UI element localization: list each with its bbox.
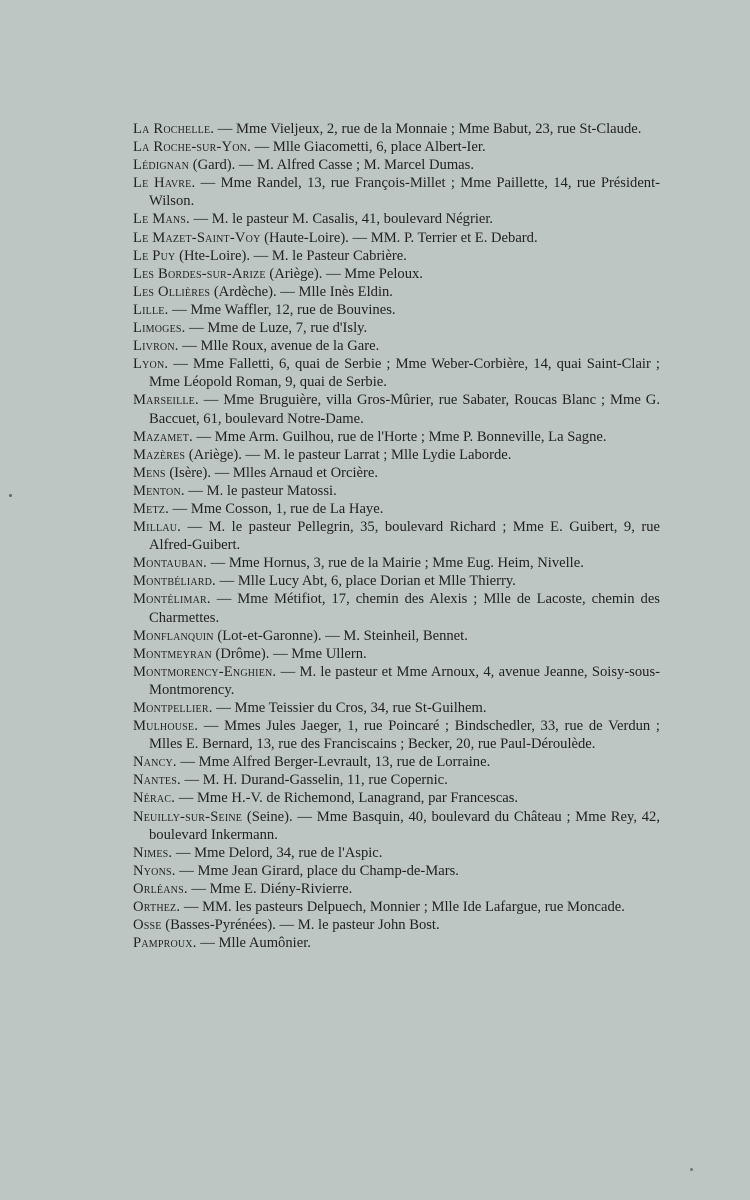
entry-text: (Isère). — Mlles Arnaud et Orcière. [165, 464, 379, 481]
town-name: Lyon. [133, 356, 169, 373]
entry-text: — Mme Jean Girard, place du Champ-de-Mars. [175, 862, 459, 879]
town-name: Limoges. [133, 320, 186, 337]
entry-text: — Mlle Roux, avenue de la Gare. [178, 338, 380, 355]
entry-text: (Drôme). — Mme Ullern. [211, 645, 367, 662]
town-name: La Rochelle. [133, 121, 215, 137]
entry-text: — M. le pasteur Pellegrin, 35, boulevard Richard ; Mme E. Guibert, 9, rue Alfred-Guibert. [149, 519, 660, 554]
entry-ledignan [133, 156, 660, 174]
entry-text: — Mme Arm. Guilhou, rue de l'Horte ; Mme P. Bonneville, La Sagne. [192, 428, 607, 445]
town-name: Les Bordes-sur-Arize [133, 265, 266, 282]
entry-text: — M. le pasteur et Mme Arnoux, 4, avenue Jeanne, Soisy-sous-Montmorency. [149, 663, 660, 698]
entry-text: — Mlle Lucy Abt, 6, place Dorian et Mlle Thierry. [215, 573, 516, 590]
entry-orthez [133, 898, 660, 916]
entry-text: — Mlle Aumônier. [196, 935, 311, 952]
entry-metz [133, 500, 660, 518]
town-name: Montbéliard. [133, 573, 216, 590]
entry-marseille [133, 391, 660, 427]
entry-text: — Mme Alfred Berger-Levrault, 13, rue de Lorraine. [176, 754, 491, 771]
town-name: Le Mazet-Saint-Voy [133, 229, 261, 246]
entry-text: — M. H. Durand-Gasselin, 11, rue Copernic. [180, 772, 448, 789]
town-name: Monflanquin [133, 627, 214, 644]
town-name: Mulhouse. [133, 718, 199, 735]
town-name: Les Ollières [133, 283, 211, 300]
town-name: Millau. [133, 519, 182, 536]
town-name: Mazères [133, 446, 186, 463]
entry-text: — Mme Waffler, 12, rue de Bouvines. [168, 301, 396, 318]
entry-mazamet [133, 428, 660, 446]
town-name: Orthez. [133, 899, 181, 916]
entry-text: — Mme Vieljeux, 2, rue de la Monnaie ; Mme Babut, 23, rue St-Claude. [214, 121, 642, 137]
town-name: Neuilly-sur-Seine [133, 808, 243, 825]
entry-orleans [133, 880, 660, 898]
entry-text: — Mme Bruguière, villa Gros-Mûrier, rue Sabater, Roucas Blanc ; Mme G. Baccuet, 61, boulevard Notre-Dame. [149, 392, 660, 427]
entry-text: — M. le pasteur M. Casalis, 41, boulevard Négrier. [189, 211, 494, 228]
entry-text: — M. le pasteur Matossi. [184, 482, 337, 499]
entry-mens [133, 464, 660, 482]
town-name: Montmeyran [133, 645, 212, 662]
town-name: Pamproux. [133, 935, 197, 952]
entry-le-havre [133, 174, 660, 210]
entry-text: (Haute-Loire). — MM. P. Terrier et E. Debard. [260, 229, 538, 246]
entry-montmorency-enghien [133, 663, 660, 699]
town-name: Le Havre. [133, 175, 196, 192]
entry-nantes [133, 771, 660, 789]
entry-text: — MM. les pasteurs Delpuech, Monnier ; Mlle Ide Lafargue, rue Moncade. [180, 899, 625, 916]
entry-neuilly-sur-seine [133, 808, 660, 844]
entry-nimes [133, 844, 660, 862]
entry-montpellier [133, 699, 660, 717]
entry-le-mazet-saint-voy [133, 229, 660, 247]
town-name: Osse [133, 917, 162, 934]
entry-la-roche-sur-yon [133, 138, 660, 156]
entry-le-puy [133, 247, 660, 265]
town-name: Mazamet. [133, 428, 193, 445]
town-name: Metz. [133, 500, 169, 517]
entry-mazeres [133, 446, 660, 464]
entry-limoges [133, 319, 660, 337]
entry-text: — Mme H.-V. de Richemond, Lanagrand, par Francescas. [175, 790, 519, 807]
entry-la-rochelle [133, 120, 660, 138]
entry-lyon [133, 355, 660, 391]
entry-text: — Mme Hornus, 3, rue de la Mairie ; Mme Eug. Heim, Nivelle. [206, 555, 584, 572]
town-name: Livron. [133, 338, 179, 355]
town-name: Nimes. [133, 844, 173, 861]
entry-monflanquin [133, 627, 660, 645]
entry-osse [133, 916, 660, 934]
town-name: Montélimar. [133, 591, 211, 608]
entry-text: (Ardèche). — Mlle Inès Eldin. [210, 283, 393, 300]
town-name: Lédignan [133, 157, 190, 174]
town-name: Montauban. [133, 555, 207, 572]
entry-montelimar [133, 590, 660, 626]
entry-text: (Basses-Pyrénées). — M. le pasteur John Bost. [161, 917, 440, 934]
entry-montauban [133, 554, 660, 572]
entry-montmeyran [133, 645, 660, 663]
entry-text: (Ariège). — M. le pasteur Larrat ; Mlle Lydie Laborde. [185, 446, 512, 463]
town-name: Nancy. [133, 754, 177, 771]
entry-nancy [133, 753, 660, 771]
entry-lille [133, 301, 660, 319]
entry-text: — Mme Teissier du Cros, 34, rue St-Guilhem. [212, 700, 487, 716]
entry-montbeliard [133, 572, 660, 590]
entry-text: — Mme de Luze, 7, rue d'Isly. [185, 320, 368, 337]
entry-text: — Mme Cosson, 1, rue de La Haye. [168, 500, 384, 517]
town-name: Orléans. [133, 880, 188, 897]
town-name: Mens [133, 464, 166, 481]
entry-text: (Gard). — M. Alfred Casse ; M. Marcel Dumas. [189, 157, 474, 174]
entry-text: (Seine). — Mme Basquin, 40, boulevard du Château ; Mme Rey, 42, boulevard Inkermann. [149, 808, 660, 843]
entry-text: — Mmes Jules Jaeger, 1, rue Poincaré ; Bindschedler, 33, rue de Verdun ; Mlles E. Bernard, 13, rue des Franciscains ; Becker, 20, rue Paul-Déroulède. [149, 718, 660, 753]
town-name: Montmorency-Enghien. [133, 663, 277, 680]
town-name: Marseille. [133, 392, 199, 409]
entry-text: — Mme Falletti, 6, quai de Serbie ; Mme Weber-Corbière, 14, quai Saint-Clair ; Mme Léopold Roman, 9, quai de Serbie. [149, 356, 660, 391]
entry-text: — Mme Delord, 34, rue de l'Aspic. [172, 844, 383, 861]
directory-listing [133, 120, 660, 952]
entry-text: — Mme E. Diény-Rivierre. [187, 880, 353, 897]
town-name: Le Puy [133, 247, 176, 264]
entry-text: (Lot-et-Garonne). — M. Steinheil, Bennet. [213, 627, 468, 644]
margin-speck [9, 494, 12, 497]
town-name: Menton. [133, 482, 185, 499]
entry-mulhouse [133, 717, 660, 753]
town-name: Le Mans. [133, 211, 190, 228]
entry-text: (Ariège). — Mme Peloux. [265, 265, 423, 282]
town-name: Montpellier. [133, 700, 213, 716]
town-name: La Roche-sur-Yon. [133, 139, 251, 156]
entry-les-bordes-sur-arize [133, 265, 660, 283]
entry-nerac [133, 789, 660, 807]
entry-le-mans [133, 210, 660, 228]
entry-text: — Mme Randel, 13, rue François-Millet ; Mme Paillette, 14, rue Président-Wilson. [149, 175, 661, 210]
entry-text: — Mme Métifiot, 17, chemin des Alexis ; Mlle de Lacoste, chemin des Charmettes. [149, 591, 660, 626]
entry-text: (Hte-Loire). — M. le Pasteur Cabrière. [175, 247, 407, 264]
entry-pamproux [133, 934, 660, 952]
town-name: Lille. [133, 301, 169, 318]
entry-nyons [133, 862, 660, 880]
entry-millau [133, 518, 660, 554]
entry-text: — Mlle Giacometti, 6, place Albert-Ier. [250, 139, 486, 156]
entry-les-ollieres [133, 283, 660, 301]
town-name: Nyons. [133, 862, 176, 879]
town-name: Nantes. [133, 772, 181, 789]
entry-livron [133, 337, 660, 355]
entry-menton [133, 482, 660, 500]
corner-speck [690, 1168, 693, 1171]
town-name: Nérac. [133, 790, 176, 807]
